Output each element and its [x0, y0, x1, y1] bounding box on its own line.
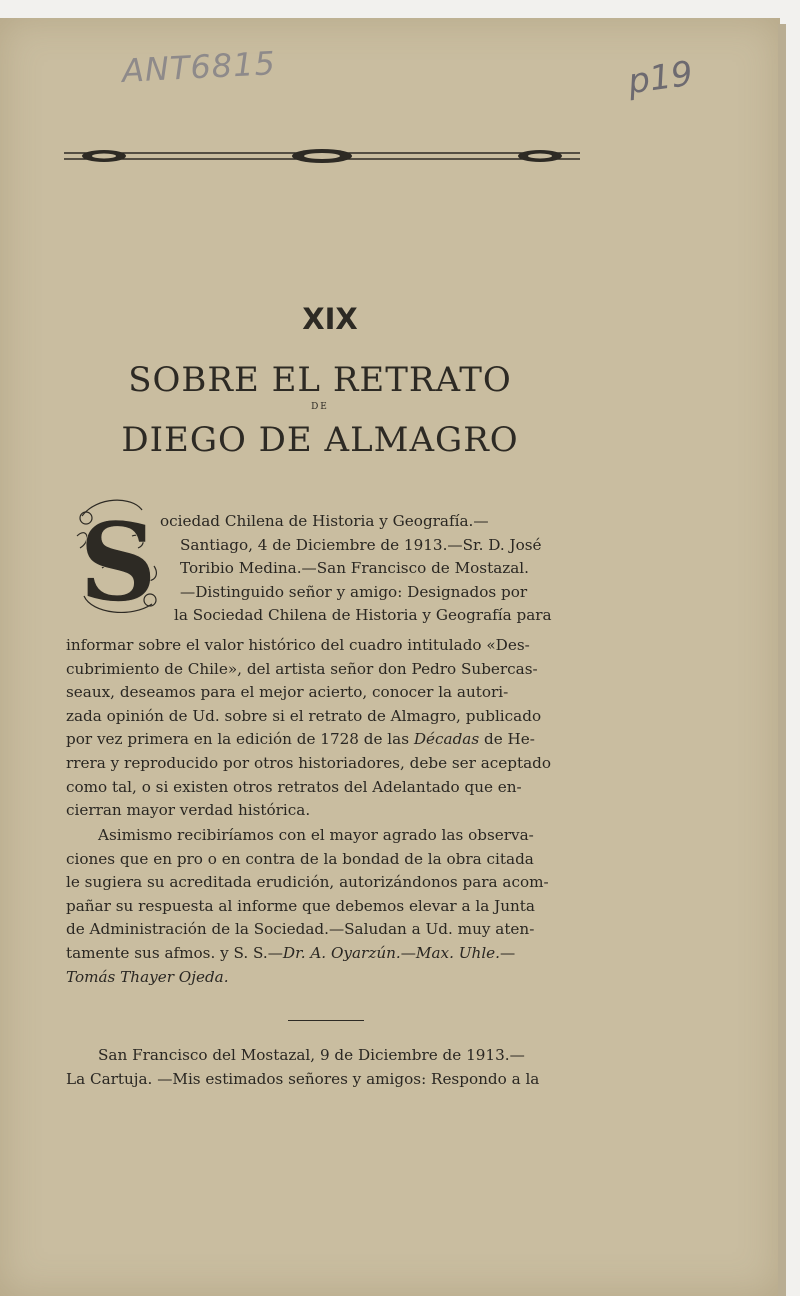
text-line: informar sobre el valor histórico del cuadro intitulado «Des-	[66, 636, 530, 654]
text-line	[66, 942, 586, 966]
text-line: La Cartuja. —Mis estimados señores y amigos: Respondo a la	[66, 1069, 540, 1088]
text-line: como tal, o si existen otros retratos del Adelantado que en-	[66, 777, 522, 796]
letter-line: ociedad Chilena de Historia y Geografía.—	[160, 512, 489, 530]
chapter-number: XIX	[302, 302, 358, 336]
text-line: pañar su respuesta al informe que debemos elevar a la Junta	[66, 896, 535, 915]
text-span: —	[400, 943, 416, 962]
text-span: —	[500, 943, 516, 962]
letter-line: la Sociedad Chilena de Historia y Geografía para	[174, 606, 552, 625]
text-line: rrera y reproducido por otros historiadores, debe ser aceptado	[66, 753, 552, 772]
letter-line: —Distinguido señor y amigo: Designados por	[180, 582, 528, 601]
decorated-drop-cap	[72, 496, 164, 620]
text-line: le sugiera su acreditada erudición, autorizándonos para acom-	[66, 873, 549, 892]
letter-opening	[160, 510, 580, 628]
handwritten-shelfmark: ANT6815	[121, 44, 277, 90]
text-line	[66, 728, 586, 752]
chapter-title-line-2: DIEGO DE ALMAGRO	[121, 420, 519, 460]
chapter-title-connector: DE	[311, 402, 329, 412]
page-edge	[778, 24, 786, 1296]
ornamental-header-rule	[64, 145, 580, 167]
text-span: tamente sus afmos. y S. S.—	[66, 943, 283, 962]
text-span: por vez primera en la edición de 1728 de las	[66, 730, 410, 749]
paragraph-2	[66, 824, 586, 989]
letter-line: Santiago, 4 de Diciembre de 1913.—Sr. D. José	[180, 535, 542, 554]
text-line: cierran mayor verdad histórica.	[66, 801, 311, 820]
text-line: seaux, deseamos para el mejor acierto, conocer la autori-	[66, 683, 509, 702]
text-line: zada opinión de Ud. sobre si el retrato de Almagro, publicado	[66, 706, 542, 725]
section-divider	[288, 1020, 364, 1021]
text-line: Asimismo recibiríamos con el mayor agrado las observa-	[98, 826, 534, 844]
text-span: de He-	[483, 730, 535, 749]
text-line: de Administración de la Sociedad.—Saludan a Ud. muy aten-	[66, 920, 535, 939]
handwritten-page-number: p19	[625, 53, 696, 103]
letter-line: Toribio Medina.—San Francisco de Mostazal.	[180, 559, 529, 578]
chapter-title-line-1: SOBRE EL RETRATO	[128, 360, 512, 400]
signatory-name: Dr. A. Oyarzún.	[282, 943, 401, 962]
paragraph-1	[66, 634, 586, 823]
text-line: ciones que en pro o en contra de la bondad de la obra citada	[66, 849, 534, 868]
book-title-italic: Décadas	[413, 730, 480, 749]
signatory-name: Tomás Thayer Ojeda.	[66, 967, 229, 986]
drop-cap-letter: S	[79, 500, 157, 620]
signatory-name: Max. Uhle.	[415, 943, 500, 962]
reply-paragraph	[66, 1044, 586, 1091]
text-line: San Francisco del Mostazal, 9 de Diciembre de 1913.—	[98, 1046, 525, 1064]
text-line: cubrimiento de Chile», del artista señor don Pedro Subercas-	[66, 659, 538, 678]
text-line	[66, 966, 586, 990]
